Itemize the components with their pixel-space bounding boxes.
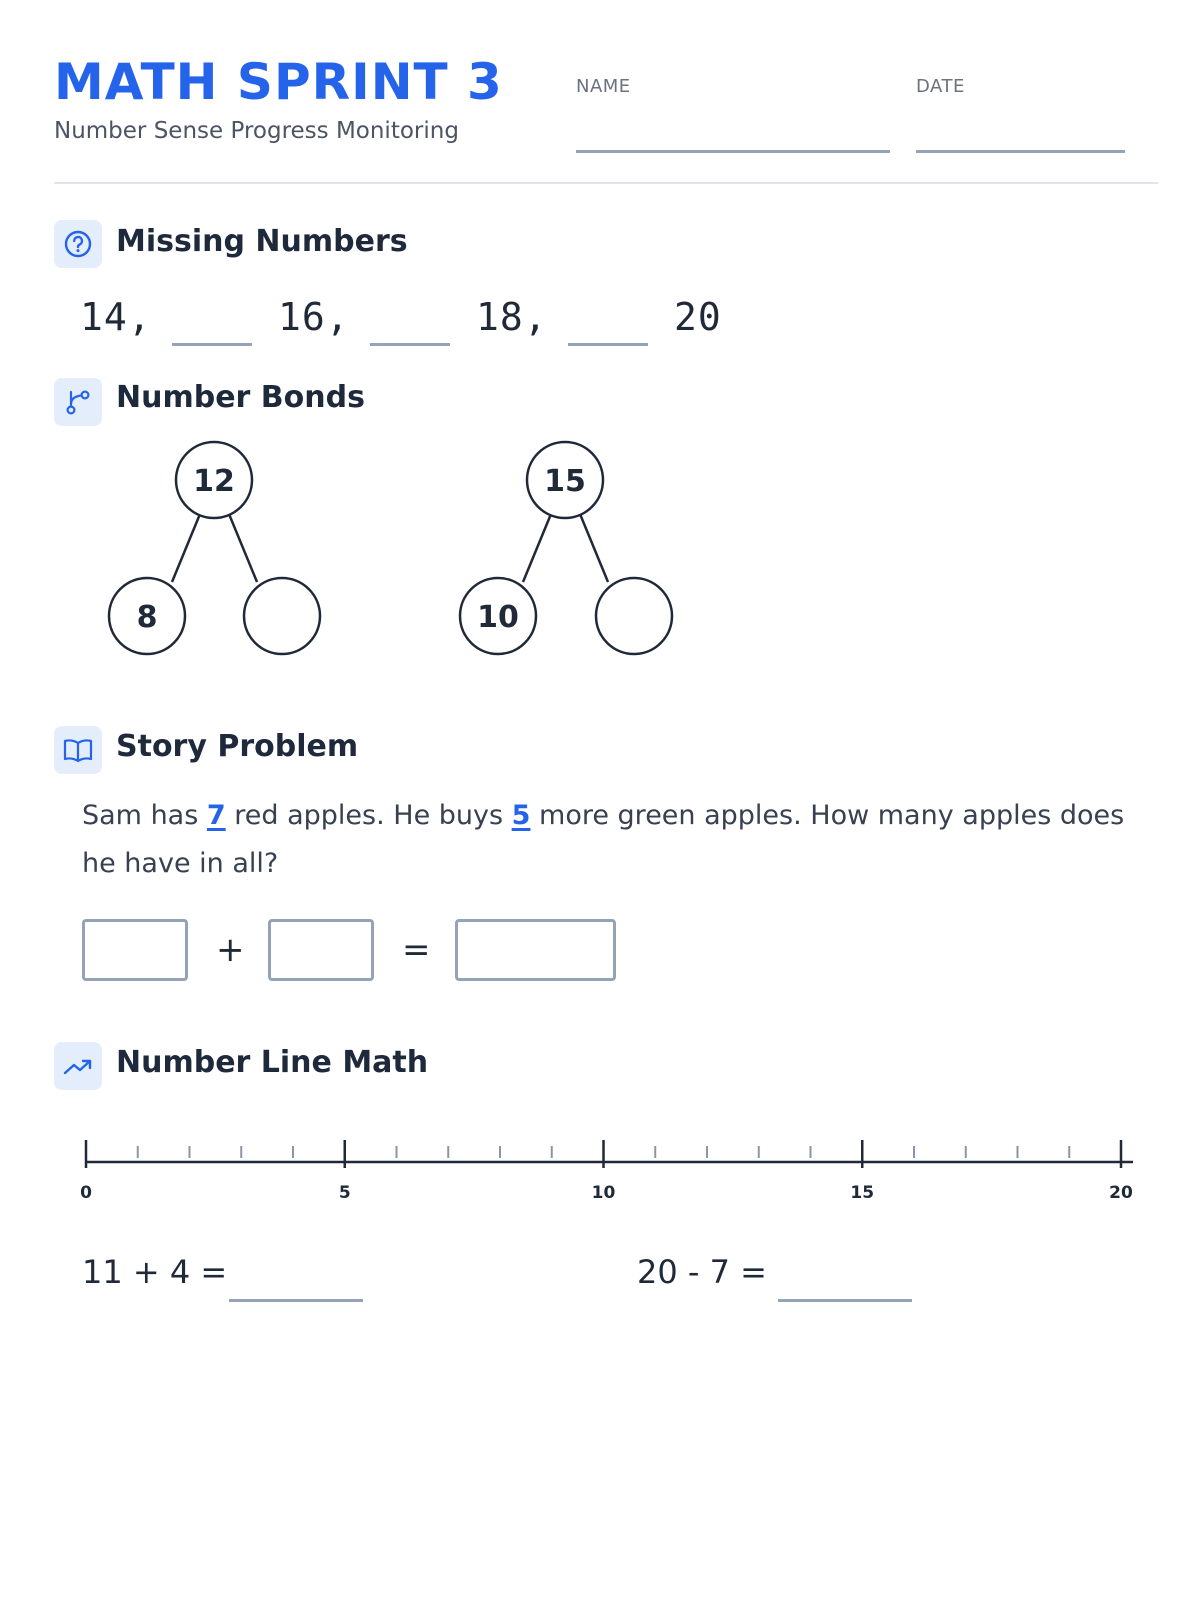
bond-whole-value: 15 — [544, 464, 586, 499]
sequence-blank[interactable] — [370, 343, 450, 346]
bond-connector — [172, 514, 200, 582]
section-title-number-bonds: Number Bonds — [116, 380, 365, 415]
number-line — [0, 1120, 1200, 1220]
answer-blank[interactable] — [229, 1299, 363, 1302]
number-bonds-diagram — [0, 440, 760, 680]
bond-connector — [523, 514, 551, 582]
name-label: NAME — [576, 76, 631, 97]
answer-blank[interactable] — [778, 1299, 912, 1302]
story-number-highlight: 7 — [206, 800, 226, 831]
sequence-number: 16, — [278, 295, 350, 339]
number-line-problem: 20 - 7 = — [637, 1253, 767, 1291]
section-title-missing-numbers: Missing Numbers — [116, 224, 408, 259]
header-divider — [54, 182, 1158, 184]
sequence-number: 18, — [476, 295, 548, 339]
number-line-label: 20 — [1109, 1183, 1133, 1203]
addend-answer-box[interactable] — [268, 919, 374, 981]
sequence-number: 20 — [674, 295, 722, 339]
sequence-blank[interactable] — [172, 343, 252, 346]
story-text-part: more green apples. How many apples does he have in all? — [82, 800, 1125, 879]
bond-part-value: 8 — [136, 600, 158, 635]
sum-answer-box[interactable] — [455, 919, 616, 981]
bond-part-answer-circle[interactable] — [244, 578, 320, 654]
number-line-label: 15 — [850, 1183, 875, 1203]
story-text-part: red apples. He buys — [225, 800, 512, 831]
branch-icon — [54, 378, 102, 426]
bond-part-value: 10 — [477, 600, 519, 635]
name-field[interactable] — [576, 150, 890, 153]
sequence-blank[interactable] — [568, 343, 648, 346]
story-number-highlight: 5 — [511, 800, 531, 831]
bond-connector — [229, 514, 257, 582]
number-line-label: 10 — [591, 1183, 616, 1203]
number-line-problem: 11 + 4 = — [82, 1253, 228, 1291]
bond-whole-value: 12 — [193, 464, 235, 499]
number-bond — [460, 442, 672, 654]
equals-sign: = — [402, 930, 431, 970]
open-book-icon — [54, 726, 102, 774]
date-field[interactable] — [916, 150, 1125, 153]
number-bond — [109, 442, 320, 654]
page-title: MATH SPRINT 3 — [54, 53, 503, 111]
date-label: DATE — [916, 76, 965, 97]
section-title-story-problem: Story Problem — [116, 729, 359, 764]
bond-part-answer-circle[interactable] — [596, 578, 672, 654]
number-line-label: 5 — [338, 1183, 351, 1203]
page-subtitle: Number Sense Progress Monitoring — [54, 118, 459, 144]
sequence-number: 14, — [80, 295, 152, 339]
story-problem-text — [82, 792, 1162, 888]
section-title-number-line-math: Number Line Math — [116, 1045, 429, 1080]
bond-connector — [580, 514, 608, 582]
trending-up-icon — [54, 1042, 102, 1090]
number-line-label: 0 — [80, 1183, 92, 1203]
plus-sign: + — [216, 930, 245, 970]
question-circle-icon — [54, 220, 102, 268]
story-text-part: Sam has — [82, 800, 207, 831]
addend-answer-box[interactable] — [82, 919, 188, 981]
